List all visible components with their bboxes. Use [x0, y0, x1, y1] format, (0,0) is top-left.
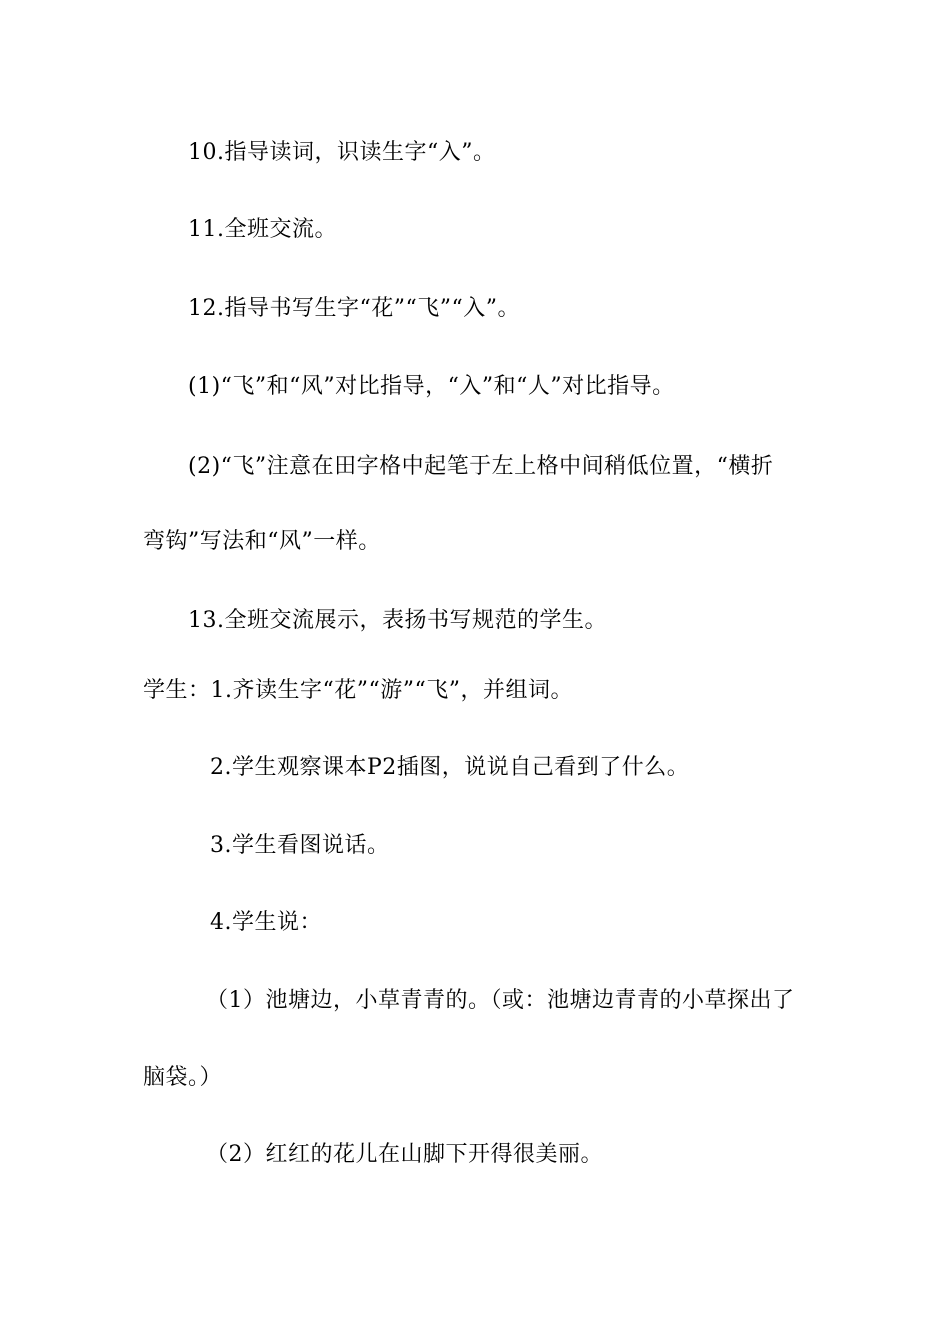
- student-answer-2: （2）红红的花儿在山脚下开得很美丽。: [206, 1142, 603, 1167]
- student-answer-1-continuation: 脑袋。）: [143, 1065, 223, 1090]
- step-10-read-words: 10.指导读词，识读生字“入”。: [188, 140, 496, 165]
- student-step-3: 3.学生看图说话。: [210, 833, 390, 858]
- sub-item-2-continuation: 弯钩”写法和“风”一样。: [143, 529, 381, 554]
- step-12-writing-guidance: 12.指导书写生字“花”“飞”“入”。: [188, 296, 520, 321]
- sub-item-2-first-line: (2)“飞”注意在田字格中起笔于左上格中间稍低位置，“横折: [188, 454, 774, 479]
- step-13-showcase: 13.全班交流展示，表扬书写规范的学生。: [188, 608, 607, 633]
- student-answer-1-first-line: （1）池塘边，小草青青的。（或：池塘边青青的小草探出了: [206, 988, 795, 1013]
- step-11-class-exchange: 11.全班交流。: [188, 217, 337, 242]
- student-section-heading: 学生：1.齐读生字“花”“游”“飞”，并组词。: [143, 678, 573, 703]
- student-step-2: 2.学生观察课本P2插图，说说自己看到了什么。: [210, 755, 690, 780]
- student-step-4: 4.学生说：: [210, 910, 322, 935]
- sub-item-1-comparison: (1)“飞”和“风”对比指导，“入”和“人”对比指导。: [188, 374, 675, 399]
